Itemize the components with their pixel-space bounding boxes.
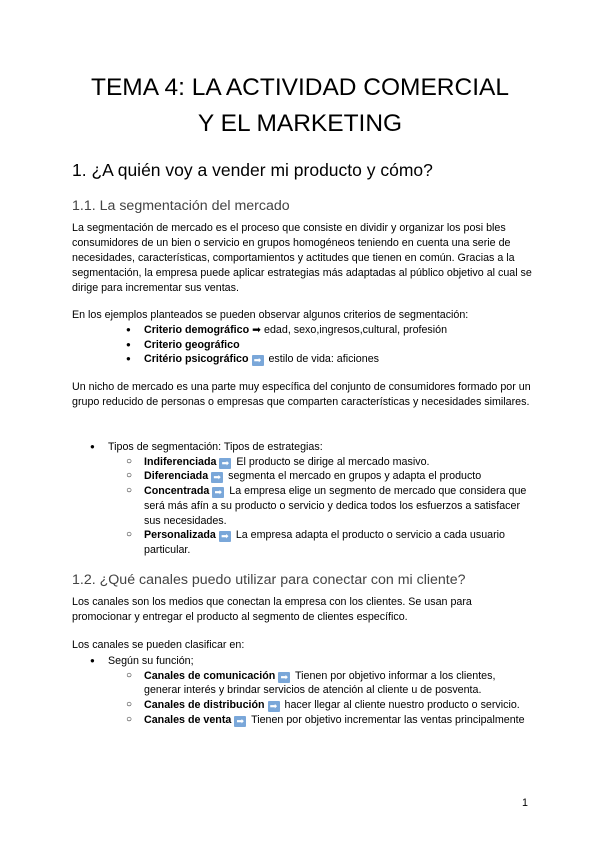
arrow-icon: ➡ (234, 716, 246, 727)
channels-list (72, 654, 532, 728)
criteria-text: estilo de vida: aficiones (265, 353, 379, 366)
type-term: Indiferenciada (144, 455, 217, 468)
arrow-icon: ➡ (278, 672, 290, 683)
channel-text: Tienen por objetivo informar a los clientes, generar interés y brindar servicios de atención al cliente u de posventa. (144, 669, 496, 697)
criteria-list (72, 323, 532, 367)
list-item (72, 654, 532, 669)
criteria-term: Critério psicográfico (144, 353, 249, 366)
classify-intro: Los canales se pueden clasificar en: (72, 639, 245, 651)
type-term: Concentrada (144, 485, 210, 498)
section-1-2-heading: 1.2. ¿Qué canales puedo utilizar para conectar con mi cliente? (72, 572, 466, 588)
criteria-term: Criterio geográfico (144, 338, 240, 351)
segmentation-paragraph: La segmentación de mercado es el proceso que consiste en dividir y organizar los posi bles consumidores de un bien o servicio en grupos homogéneos teniendo en cuenta una serie de necesidades, características, comportamientos y actitudes que tienen en común. Gracias a la segmentación, la empresa puede aplicar estrategias más adaptadas al público objetivo al cual se dirige para incrementar sus ventas. (72, 222, 532, 294)
arrow-icon: ➡ (252, 324, 262, 336)
list-item (72, 484, 532, 528)
criteria-term: Criterio demográfico (144, 324, 250, 336)
type-term: Diferenciada (144, 470, 209, 483)
list-item (72, 528, 532, 557)
section-1-heading: 1. ¿A quién voy a vender mi producto y cómo? (72, 160, 433, 180)
types-label: Tipos de segmentación: Tipos de estrategias: (108, 441, 323, 453)
channel-text: hacer llegar al cliente nuestro producto o servicio. (281, 699, 520, 712)
type-text: segmenta el mercado en grupos y adapta el producto (225, 470, 482, 483)
type-text: La empresa adapta el producto o servicio a cada usuario particular. (144, 529, 505, 556)
arrow-icon: ➡ (252, 355, 264, 366)
list-item (72, 323, 532, 338)
list-item (72, 455, 532, 470)
channel-text: Tienen por objetivo incrementar las ventas principalmente (248, 713, 525, 726)
channel-term: Canales de venta (144, 713, 232, 726)
type-text: La empresa elige un segmento de mercado que considera que será más afín a su producto o servicio y dedica todos los esfuerzos a satisfacer sus necesidades. (144, 485, 527, 527)
channel-term: Canales de comunicación (144, 669, 276, 682)
arrow-icon: ➡ (212, 487, 224, 498)
type-term: Personalizada (144, 529, 216, 542)
segmentation-types-list (72, 440, 532, 558)
niche-paragraph: Un nicho de mercado es una parte muy específica del conjunto de consumidores formado por un grupo reducido de personas o empresas que comparten características y necesidades similares. (72, 381, 531, 408)
list-item (72, 698, 532, 713)
list-item (72, 713, 532, 728)
type-text: El producto se dirige al mercado masivo. (233, 455, 430, 468)
list-item (72, 669, 532, 698)
function-label: Según su función; (108, 655, 194, 667)
title-line-2: Y EL MARKETING (197, 110, 403, 137)
list-item (72, 352, 532, 367)
list-item (72, 440, 532, 455)
list-item (72, 338, 532, 353)
page-number: 1 (522, 797, 528, 809)
arrow-icon: ➡ (268, 701, 280, 712)
criteria-intro: En los ejemplos planteados se pueden observar algunos criterios de segmentación: (72, 309, 469, 321)
document-title (50, 70, 550, 142)
criteria-text: edad, sexo,ingresos,cultural, profesión (261, 324, 448, 336)
title-line-1: TEMA 4: LA ACTIVIDAD COMERCIAL (91, 74, 509, 101)
arrow-icon: ➡ (211, 472, 223, 483)
section-1-1-heading: 1.1. La segmentación del mercado (72, 198, 290, 214)
arrow-icon: ➡ (219, 458, 231, 469)
channels-paragraph: Los canales son los medios que conectan la empresa con los clientes. Se usan para promocionar y entregar el producto al segmento de clientes específico. (72, 596, 472, 623)
arrow-icon: ➡ (219, 531, 231, 542)
channel-term: Canales de distribución (144, 699, 265, 712)
list-item (72, 469, 532, 484)
